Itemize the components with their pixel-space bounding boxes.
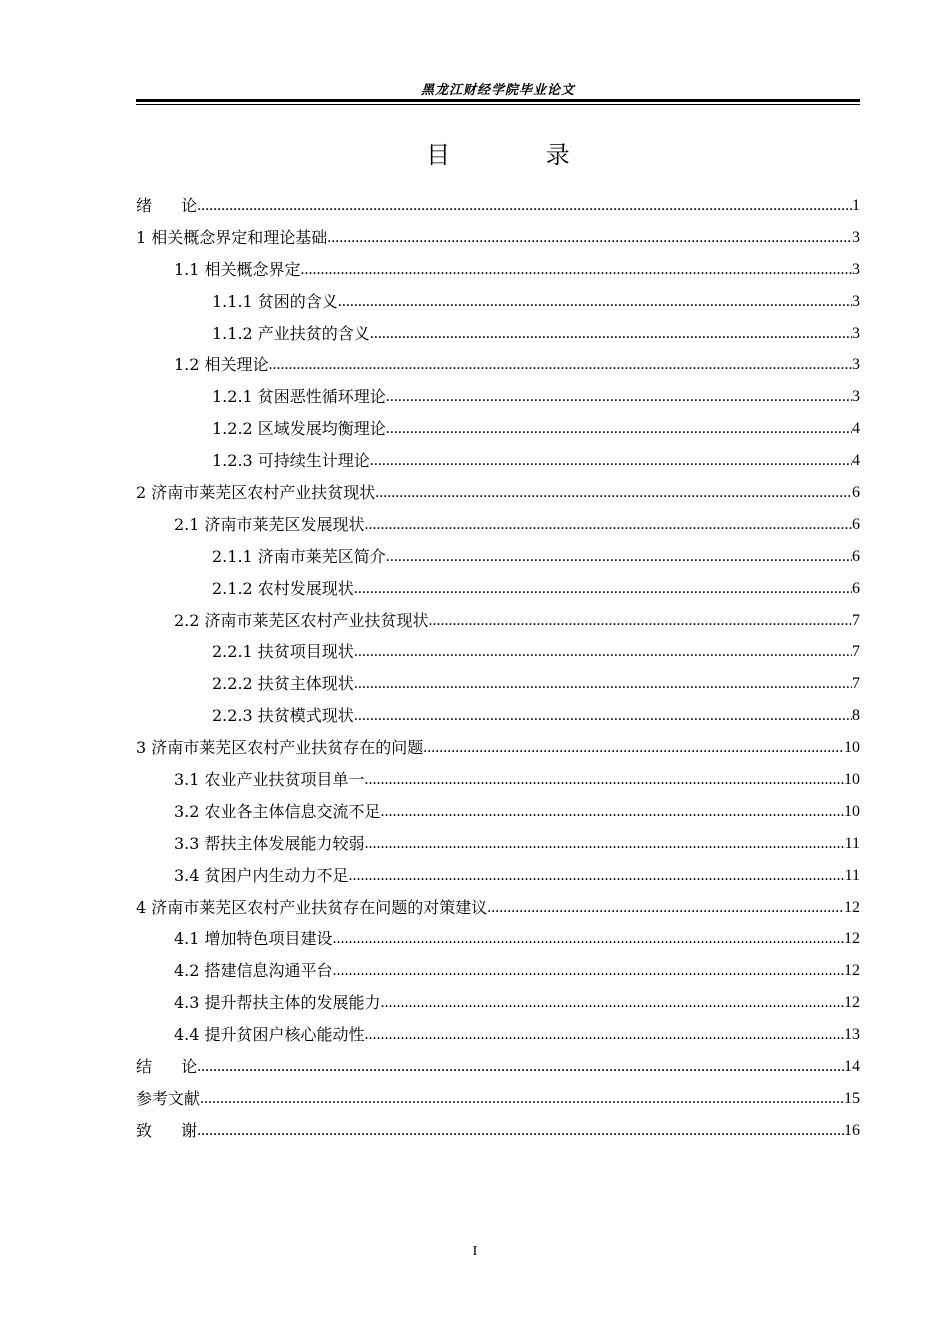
toc-entry[interactable]: [136, 796, 860, 828]
toc-dot-leader: [354, 700, 852, 732]
toc-dot-leader: [327, 222, 852, 254]
toc-title: 目 录: [426, 141, 614, 169]
toc-entry-label: 1.2.3 可持续生计理论: [212, 451, 370, 471]
toc-entry-label: 4.3 提升帮扶主体的发展能力: [174, 993, 381, 1013]
toc-entry-page: 3: [852, 292, 860, 310]
toc-dot-leader: [370, 445, 852, 477]
toc-dot-leader: [349, 860, 845, 892]
toc-dot-leader: [365, 828, 845, 860]
toc-entry-page: 12: [844, 930, 860, 948]
toc-entry-page: 3: [852, 356, 860, 374]
toc-dot-leader: [333, 955, 844, 987]
toc-entry[interactable]: [136, 541, 860, 573]
toc-dot-leader: [354, 573, 852, 605]
toc-entry-page: 10: [844, 802, 860, 820]
toc-entry-page: 11: [844, 834, 860, 852]
toc-entry-page: 3: [852, 228, 860, 246]
toc-dot-leader: [354, 668, 852, 700]
toc-entry-label: 2.1 济南市莱芜区发展现状: [174, 514, 365, 534]
toc-entry-page: 15: [844, 1089, 860, 1107]
toc-entry[interactable]: [136, 668, 860, 700]
toc-entry-page: 3: [852, 388, 860, 406]
toc-dot-leader: [381, 987, 844, 1019]
toc-entry-label: 1.2 相关理论: [174, 355, 269, 375]
toc-dot-leader: [365, 764, 844, 796]
toc-entry-label: 2.1.1 济南市莱芜区简介: [212, 546, 386, 566]
toc-entry-label: 1.2.2 区域发展均衡理论: [212, 419, 386, 439]
toc-entry[interactable]: [136, 892, 860, 924]
toc-entry-label: 2.2.3 扶贫模式现状: [212, 706, 354, 726]
toc-dot-leader: [333, 923, 844, 955]
toc-dot-leader: [386, 381, 852, 413]
toc-dot-leader: [200, 1083, 844, 1115]
toc-entry[interactable]: [136, 732, 860, 764]
toc-entry[interactable]: [136, 413, 860, 445]
page-number: I: [472, 1244, 478, 1259]
toc-entry[interactable]: [136, 349, 860, 381]
toc-entry-label: 1.1.2 产业扶贫的含义: [212, 323, 370, 343]
toc-entry[interactable]: [136, 222, 860, 254]
toc-entry-label: 1.1 相关概念界定: [174, 259, 301, 279]
toc-dot-leader: [269, 349, 852, 381]
toc-dot-leader: [423, 732, 844, 764]
toc-entry-label: 2.1.2 农村发展现状: [212, 578, 354, 598]
toc-entry-label: 绪 论: [136, 196, 198, 215]
toc-entry-page: 8: [852, 707, 860, 725]
toc-dot-leader: [197, 1051, 844, 1083]
toc-entry-page: 10: [844, 739, 860, 757]
toc-dot-leader: [370, 318, 852, 350]
toc-entry[interactable]: [136, 318, 860, 350]
toc-dot-leader: [365, 1019, 844, 1051]
toc-dot-leader: [197, 190, 852, 222]
toc-entry[interactable]: [136, 605, 860, 637]
toc-entry-page: 11: [844, 866, 860, 884]
toc-entry[interactable]: [136, 381, 860, 413]
toc-entry[interactable]: [136, 1051, 860, 1083]
toc-entry-page: 7: [852, 611, 860, 629]
toc-entry[interactable]: [136, 286, 860, 318]
toc-entry-page: 1: [852, 197, 860, 214]
toc-entry[interactable]: [136, 987, 860, 1019]
toc-entry-label: 1.2.1 贫困恶性循环理论: [212, 387, 386, 407]
toc-entry-label: 4.2 搭建信息沟通平台: [174, 961, 333, 981]
toc-entry-label: 致 谢: [136, 1120, 198, 1140]
toc-entry[interactable]: [136, 254, 860, 286]
toc-dot-leader: [301, 254, 852, 286]
toc-entry-page: 3: [852, 260, 860, 278]
toc-entry-label: 3.3 帮扶主体发展能力较弱: [174, 833, 365, 853]
toc-entry[interactable]: [136, 190, 860, 222]
toc-entry-page: 7: [852, 643, 860, 661]
toc-entry-label: 2.2 济南市莱芜区农村产业扶贫现状: [174, 610, 429, 630]
toc-entry-label: 2.2.2 扶贫主体现状: [212, 674, 354, 694]
toc-dot-leader: [386, 413, 852, 445]
toc-entry[interactable]: [136, 828, 860, 860]
toc-entry-label: 3.4 贫困户内生动力不足: [174, 865, 349, 885]
toc-dot-leader: [365, 509, 852, 541]
toc-entry-page: 12: [844, 898, 860, 916]
toc-entry-label: 4.4 提升贫困户核心能动性: [174, 1025, 365, 1045]
toc-dot-leader: [354, 636, 852, 668]
toc-entry-page: 13: [844, 1026, 860, 1044]
toc-entry[interactable]: [136, 764, 860, 796]
toc-entry[interactable]: [136, 1115, 860, 1147]
toc-entry-page: 12: [844, 994, 860, 1012]
toc-entry-page: 4: [852, 452, 860, 470]
toc-entry-label: 3.2 农业各主体信息交流不足: [174, 801, 381, 821]
toc-entry-label: 1 相关概念界定和理论基础: [136, 227, 328, 247]
toc-dot-leader: [487, 892, 844, 924]
toc-entry[interactable]: [136, 636, 860, 668]
toc-entry-page: 6: [852, 547, 860, 565]
toc-entry-page: 6: [852, 484, 860, 502]
toc-entry-label: 3.1 农业产业扶贫项目单一: [174, 770, 365, 790]
toc-dot-leader: [375, 477, 852, 509]
toc-dot-leader: [386, 541, 852, 573]
toc-entry-page: 4: [852, 420, 860, 438]
header-rule-thick: [136, 99, 860, 102]
toc-entry-label: 1.1.1 贫困的含义: [212, 291, 338, 311]
toc-entry-page: 7: [852, 675, 860, 693]
toc-entry[interactable]: [136, 1083, 860, 1115]
toc-entry-page: 12: [844, 962, 860, 980]
toc-entry-label: 4 济南市莱芜区农村产业扶贫存在问题的对策建议: [136, 897, 488, 917]
toc-entry-page: 14: [844, 1058, 860, 1076]
table-of-contents: [136, 190, 860, 1147]
toc-entry-page: 10: [844, 771, 860, 789]
toc-entry[interactable]: [136, 955, 860, 987]
toc-entry[interactable]: [136, 860, 860, 892]
toc-entry[interactable]: [136, 700, 860, 732]
toc-entry-page: 6: [852, 579, 860, 597]
toc-entry-label: 结 论: [136, 1057, 198, 1077]
running-header: 黑龙江财经学院毕业论文: [420, 83, 575, 98]
toc-dot-leader: [197, 1115, 844, 1147]
toc-entry[interactable]: [136, 445, 860, 477]
toc-dot-leader: [338, 286, 852, 318]
toc-entry-label: 4.1 增加特色项目建设: [174, 929, 333, 949]
toc-entry-page: 3: [852, 324, 860, 342]
toc-entry[interactable]: [136, 509, 860, 541]
toc-entry-label: 参考文献: [136, 1088, 201, 1108]
toc-entry[interactable]: [136, 1019, 860, 1051]
toc-entry-label: 2.2.1 扶贫项目现状: [212, 642, 354, 662]
toc-dot-leader: [429, 605, 852, 637]
toc-entry[interactable]: [136, 477, 860, 509]
toc-entry[interactable]: [136, 923, 860, 955]
toc-entry[interactable]: [136, 573, 860, 605]
toc-entry-label: 2 济南市莱芜区农村产业扶贫现状: [136, 483, 376, 503]
toc-entry-label: 3 济南市莱芜区农村产业扶贫存在的问题: [136, 738, 424, 758]
header-rule-thin: [136, 104, 860, 105]
toc-dot-leader: [381, 796, 844, 828]
toc-entry-page: 6: [852, 515, 860, 533]
toc-entry-page: 16: [844, 1121, 860, 1139]
